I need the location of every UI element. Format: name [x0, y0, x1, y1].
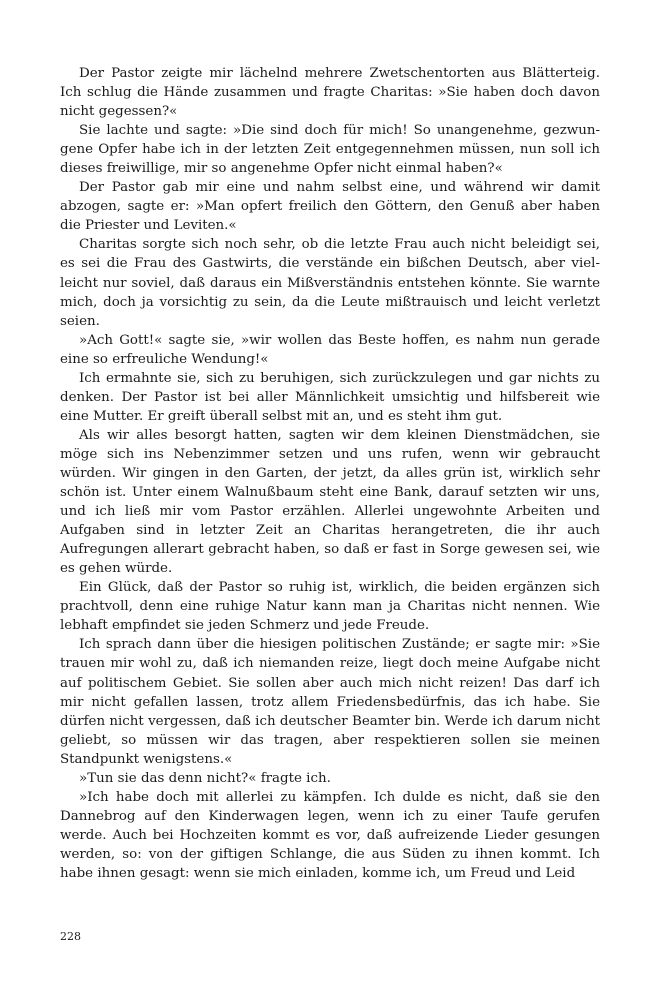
paragraph: Sie lachte und sagte: »Die sind doch für mich! So unangenehme, gezwungene Opfer habe ich in der letzten Zeit entgegennehmen müssen, nun soll ich dieses freiwillige, mir so angenehme Opfer nicht einmal haben?«: [60, 123, 600, 177]
paragraph: Der Pastor gab mir eine und nahm selbst eine, und während wir damit abzogen, sagte er: »Man opfert freilich den Göttern, den Genuß aber haben die Priester und Leviten.«: [60, 180, 600, 234]
page-number: 228: [60, 930, 81, 943]
paragraph: Charitas sorgte sich noch sehr, ob die letzte Frau auch nicht beleidigt sei, es sei die Frau des Gastwirts, die verstände ein bißchen Deutsch, aber vielleicht nur soviel, daß daraus ein Mißverständnis entstehen könnte. Sie warnte mich, doch ja vorsichtig zu sein, da die Leute mißtrauisch und leicht verletzt seien.: [60, 237, 600, 329]
paragraph: »Ich habe doch mit allerlei zu kämpfen. Ich dulde es nicht, daß sie den Dannebrog auf den Kinderwagen legen, wenn ich zu einer Taufe gerufen werde. Auch bei Hochzeiten kommt es vor, daß aufreizende Lieder gesungen werden, so: von der giftigen Schlange, die aus Süden zu ihnen kommt. Ich habe ihnen gesagt: wenn sie mich einladen, komme ich, um Freud und Leid: [60, 789, 600, 881]
paragraph: Ich ermahnte sie, sich zu beruhigen, sich zurückzulegen und gar nichts zu denken. Der Pastor ist bei aller Männlichkeit umsichtig und hilfsbereit wie eine Mutter. Er greift überall selbst mit an, und es steht ihm gut.: [60, 370, 600, 424]
paragraph: »Tun sie das denn nicht?« fragte ich.: [79, 770, 331, 786]
body-text: [60, 64, 600, 883]
paragraph: Der Pastor zeigte mir lächelnd mehrere Zwetschentorten aus Blätterteig. Ich schlug die Hände zusammen und fragte Charitas: »Sie haben doch davon nicht gegessen?«: [60, 66, 600, 120]
paragraph: Ich sprach dann über die hiesigen politischen Zustände; er sagte mir: »Sie trauen mir wohl zu, daß ich niemanden reize, liegt doch meine Aufgabe nicht auf politischem Gebiet. Sie sollen aber auch mich nicht reizen! Das darf ich mir nicht gefallen lassen, trotz allem Friedensbedürfnis, das ich habe. Sie dürfen nicht vergessen, daß ich deutscher Beamter bin. Werde ich darum nicht geliebt, so müssen wir das tragen, aber respektieren sollen sie meinen Standpunkt wenigstens.«: [60, 637, 600, 767]
paragraph: »Ach Gott!« sagte sie, »wir wollen das Beste hoffen, es nahm nun gerade eine so erfreuliche Wendung!«: [60, 332, 600, 367]
paragraph: Ein Glück, daß der Pastor so ruhig ist, wirklich, die beiden ergänzen sich prachtvoll, denn eine ruhige Natur kann man ja Charitas nicht nennen. Wie lebhaft empfindet sie jeden Schmerz und jede Freude.: [60, 580, 600, 634]
paragraph: Als wir alles besorgt hatten, sagten wir dem kleinen Dienstmädchen, sie möge sich ins Nebenzimmer setzen und uns rufen, wenn wir gebraucht würden. Wir gingen in den Garten, der jetzt, da alles grün ist, wirklich sehr schön ist. Unter einem Walnußbaum steht eine Bank, darauf setzten wir uns, und ich ließ mir vom Pastor erzählen. Allerlei ungewohnte Arbeiten und Aufgaben sind in letzter Zeit an Charitas herangetreten, die ihr auch Aufregungen allerart gebracht haben, so daß er fast in Sorge gewesen sei, wie es gehen würde.: [60, 427, 600, 577]
